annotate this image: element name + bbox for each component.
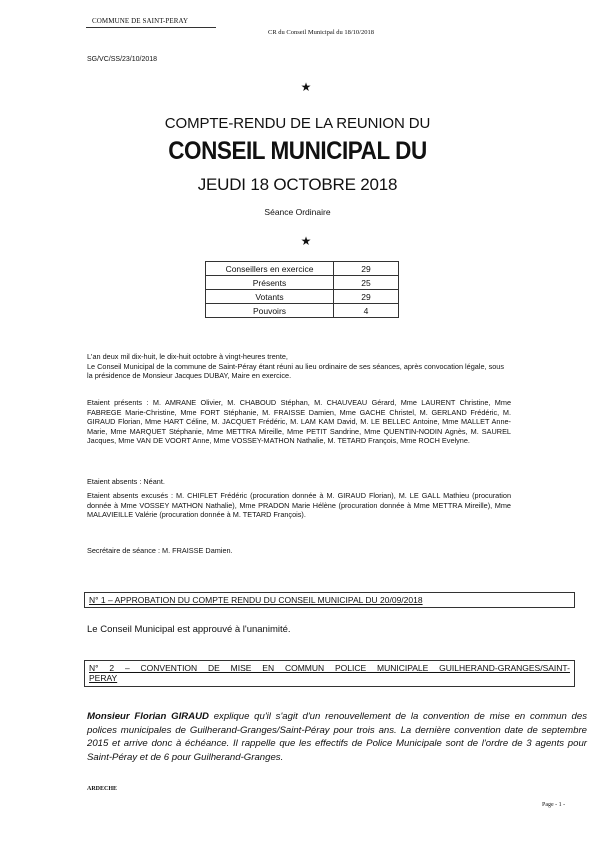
section-1-heading-text: N° 1 – APPROBATION DU COMPTE RENDU DU CONSEIL MUNICIPAL DU 20/09/2018 — [89, 595, 423, 605]
count-label: Conseillers en exercice — [206, 262, 334, 276]
title-line-2: CONSEIL MUNICIPAL DU — [168, 137, 427, 165]
section-2-text: explique qu'il s'agit d'un renouvellement de la convention de mise en commun des polices municipales de Guilherand-Granges/Saint-Péray pour trois ans. La dernière convention date de septembre 2015 et arrive donc à échéance. Il rappelle que les effectifs de Police Municipale sont de l'ordre de 3 agents pour Saint-Péray et de 6 pour Guilherand-Granges. — [87, 711, 587, 763]
title-line-1: COMPTE-RENDU DE LA REUNION DU — [164, 115, 431, 132]
star-ornament-icon: ★ — [300, 234, 312, 248]
table-row — [206, 290, 399, 304]
secretary-line: Secrétaire de séance : M. FRAISSE Damien. — [87, 546, 233, 555]
footer-department: ARDECHE — [87, 786, 118, 792]
intro-paragraph — [87, 352, 511, 381]
absents-line: Etaient absents : Néant. — [87, 477, 165, 486]
presents-list: Etaient présents : M. AMRANE Olivier, M. CHABOUD Stéphan, M. CHAUVEAU Gérard, Mme LAURENT Christine, Mme FABREGE Marie-Christine, Mme FORT Stéphanie, M. FRAISSE Damien, Mme GACHE Christel, M. GERLAND Frédéric, M. GIRAUD Florian, Mme HART Céline, M. JACQUET Frédéric, M. LAM KAM David, M. LE BELLEC Antoine, Mme MALLET Anne-Marie, Mme MARQUET Stéphanie, Mme METTRA Mireille, Mme PETIT Sandrine, Mme QUENTIN-NODIN Agnès, M. SAUREL Jacques, Mme VAN DE VOORT Anne, Mme VOSSEY-MATHON Nathalie, M. TETARD François, Mme ROCH Evelyne. — [87, 398, 511, 446]
title-line-3: JEUDI 18 OCTOBRE 2018 — [197, 175, 398, 194]
count-value: 4 — [334, 304, 399, 318]
section-2-heading-line-2: PERAY — [89, 673, 118, 683]
table-row — [206, 276, 399, 290]
cr-header: CR du Conseil Municipal du 18/10/2018 — [268, 29, 374, 36]
reference-code: SG/VC/SS/23/10/2018 — [87, 56, 158, 63]
star-ornament-icon: ★ — [300, 80, 312, 94]
speaker-name: Monsieur Florian GIRAUD — [87, 711, 209, 722]
section-2-heading-line-1: N° 2 – CONVENTION DE MISE EN COMMUN POLICE MUNICIPALE GUILHERAND-GRANGES/SAINT- — [89, 663, 570, 673]
section-2-paragraph — [87, 710, 587, 764]
header-rule — [86, 27, 216, 28]
count-label: Présents — [206, 276, 334, 290]
page-number: Page - 1 - — [542, 802, 566, 808]
count-label: Votants — [206, 290, 334, 304]
section-1-text: Le Conseil Municipal est approuvé à l'unanimité. — [87, 624, 291, 635]
count-value: 29 — [334, 262, 399, 276]
intro-date-line: L'an deux mil dix-huit, le dix-huit octobre à vingt-heures trente, — [87, 352, 288, 361]
section-2-heading — [84, 660, 575, 687]
count-label: Pouvoirs — [206, 304, 334, 318]
seance-type: Séance Ordinaire — [264, 207, 331, 217]
attendance-table — [205, 261, 399, 318]
table-row — [206, 304, 399, 318]
count-value: 29 — [334, 290, 399, 304]
intro-convocation: Le Conseil Municipal de la commune de Saint-Péray étant réuni au lieu ordinaire de ses séances, après convocation légale, sous la présidence de Monsieur Jacques DUBAY, Maire en exercice. — [87, 361, 504, 381]
commune-header: COMMUNE DE SAINT-PERAY — [92, 17, 189, 25]
section-1-heading — [84, 592, 575, 608]
count-value: 25 — [334, 276, 399, 290]
table-row — [206, 262, 399, 276]
excused-list: Etaient absents excusés : M. CHIFLET Frédéric (procuration donnée à M. GIRAUD Florian), M. LE GALL Mathieu (procuration donnée à Mme VOSSEY MATHON Nathalie), Mme PRADON Marie Hélène (procuration donnée à Mme METTRA Mireille), Mme MALAVIEILLE Valérie (procuration donnée à M. TETARD François). — [87, 491, 511, 520]
